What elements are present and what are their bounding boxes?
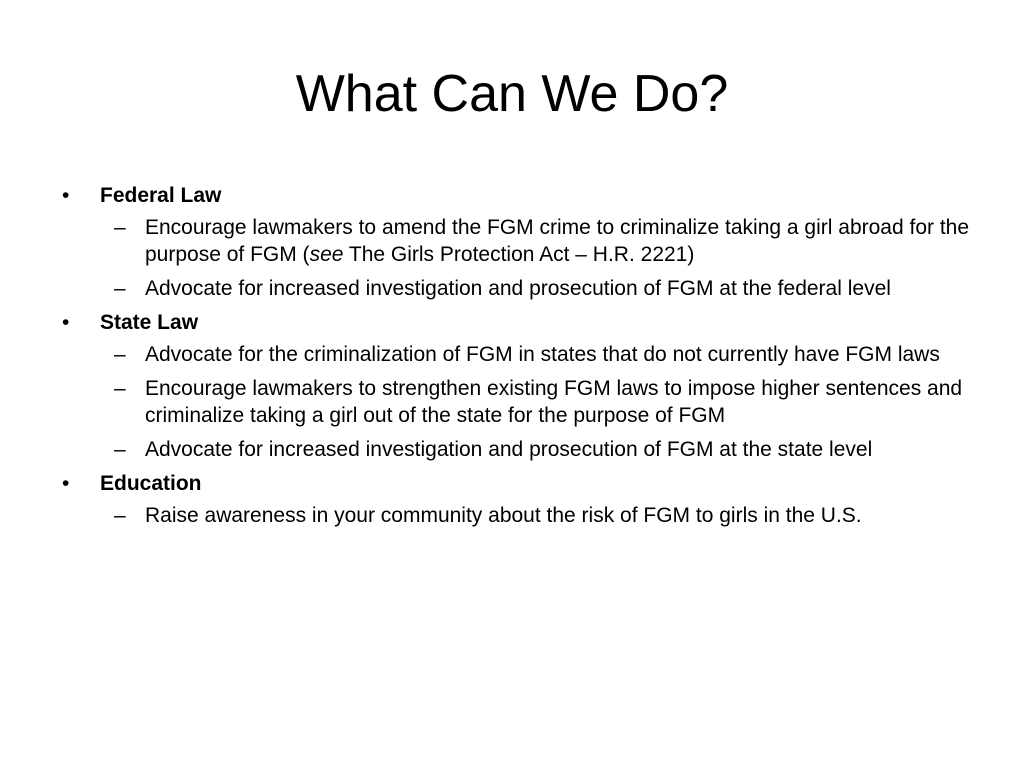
sub-item bbox=[60, 275, 970, 302]
bullet-icon: • bbox=[62, 472, 70, 495]
dash-icon: – bbox=[114, 504, 126, 527]
sub-item-italic: see bbox=[309, 243, 344, 266]
sub-item bbox=[60, 375, 970, 429]
sub-item-text-part: Encourage lawmakers to amend the FGM crime to criminalize taking a girl abroad for the purpose of FGM ( bbox=[145, 216, 970, 266]
section-federal-law bbox=[60, 182, 970, 302]
bullet-icon: • bbox=[62, 184, 70, 207]
sub-item bbox=[60, 341, 970, 368]
dash-icon: – bbox=[114, 277, 126, 300]
sub-item-text: Advocate for increased investigation and prosecution of FGM at the federal level bbox=[145, 277, 891, 300]
sub-item-text-part: The Girls Protection Act – H.R. 2221) bbox=[343, 243, 695, 266]
section-education bbox=[60, 470, 970, 529]
sub-item-text: Encourage lawmakers to strengthen existing FGM laws to impose higher sentences and criminalize taking a girl out of the state for the purpose of FGM bbox=[145, 377, 963, 427]
dash-icon: – bbox=[114, 438, 126, 461]
sub-item-text: Advocate for the criminalization of FGM in states that do not currently have FGM laws bbox=[145, 343, 940, 366]
slide-content bbox=[60, 182, 970, 536]
section-heading: State Law bbox=[100, 311, 199, 334]
section-heading: Federal Law bbox=[100, 184, 222, 207]
section-state-law bbox=[60, 309, 970, 463]
sub-item-text bbox=[145, 214, 970, 268]
slide-title: What Can We Do? bbox=[295, 65, 729, 123]
dash-icon: – bbox=[114, 216, 126, 239]
dash-icon: – bbox=[114, 377, 126, 400]
dash-icon: – bbox=[114, 343, 126, 366]
sub-item-text: Raise awareness in your community about the risk of FGM to girls in the U.S. bbox=[145, 504, 862, 527]
section-heading: Education bbox=[100, 472, 202, 495]
bullet-item bbox=[60, 182, 970, 210]
bullet-icon: • bbox=[62, 311, 70, 334]
sub-item bbox=[60, 214, 970, 268]
bullet-item bbox=[60, 309, 970, 337]
bullet-item bbox=[60, 470, 970, 498]
sub-item bbox=[60, 502, 970, 529]
sub-item-text: Advocate for increased investigation and prosecution of FGM at the state level bbox=[145, 438, 873, 461]
sub-item bbox=[60, 436, 970, 463]
